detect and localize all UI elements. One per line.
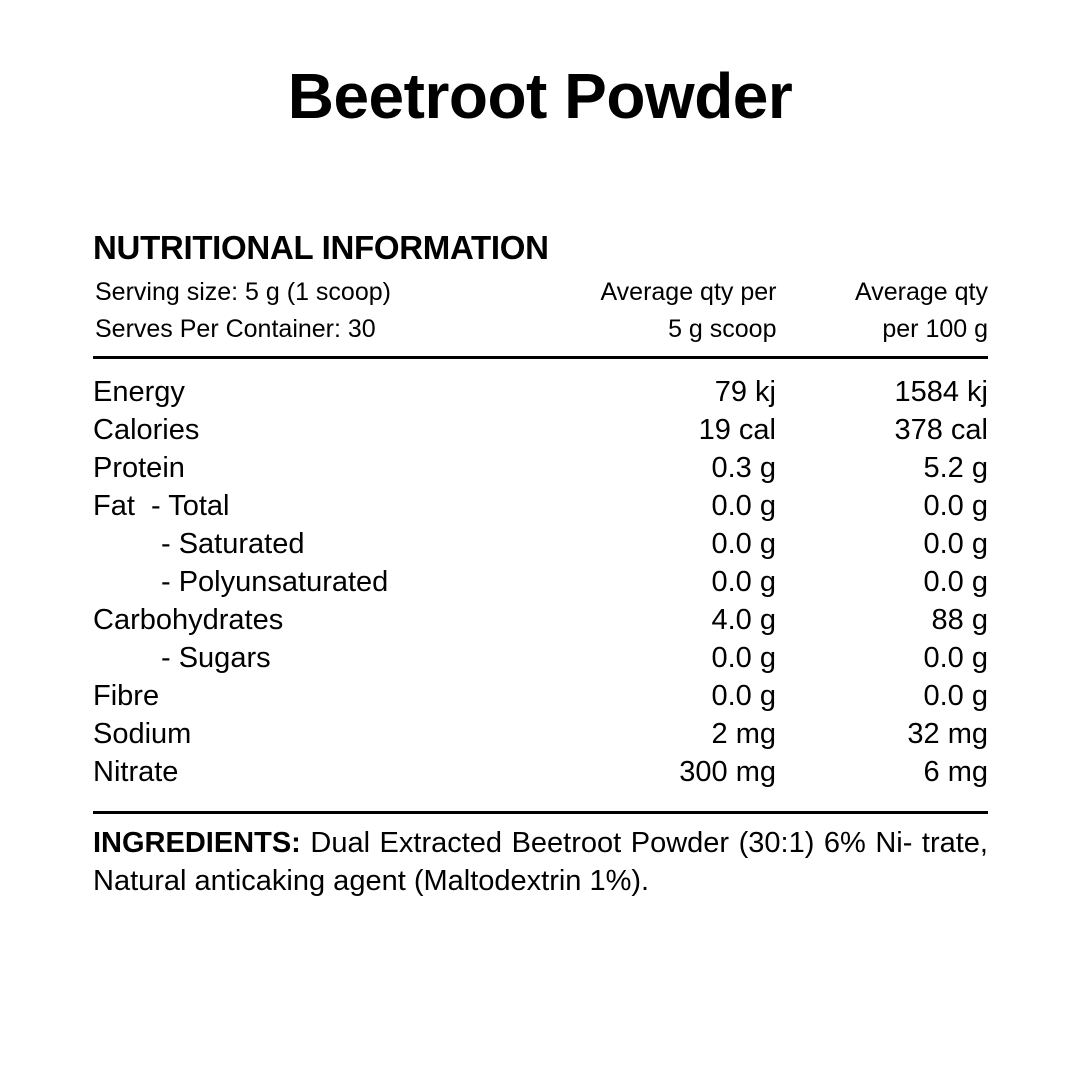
nutrient-table — [93, 373, 988, 791]
nutrient-name: Carbohydrates — [93, 604, 284, 636]
nutrient-name: Energy — [93, 376, 185, 408]
ingredients-text: Dual Extracted Beetroot Powder (30:1) 6% Ni- trate, Natural anticaking agent (Maltodextrin 1%). — [93, 827, 988, 897]
nutrient-name: - Polyunsaturated — [161, 566, 389, 598]
nutrient-name: Fat - Total — [93, 490, 230, 522]
ingredients-statement — [93, 824, 988, 900]
nutrient-name: Protein — [93, 452, 185, 484]
serves-per-container: Serves Per Container: 30 — [95, 315, 376, 343]
section-heading: NUTRITIONAL INFORMATION — [93, 229, 549, 266]
table-row — [93, 677, 988, 715]
table-row — [93, 563, 988, 601]
nutrient-per-100g: 5.2 g — [923, 452, 988, 484]
nutrient-per-100g: 88 g — [931, 604, 988, 636]
table-row — [93, 525, 988, 563]
column-header-per-100g-line2: per 100 g — [882, 315, 989, 343]
column-header-per-serving — [564, 274, 777, 348]
divider — [93, 811, 988, 814]
nutrient-per-100g: 32 mg — [907, 718, 988, 750]
nutrient-per-serving: 0.0 g — [711, 490, 776, 522]
nutrient-name: - Saturated — [161, 528, 305, 560]
nutrient-per-serving: 0.0 g — [711, 566, 776, 598]
nutrient-per-100g: 0.0 g — [923, 642, 988, 674]
nutrient-name: Fibre — [93, 680, 160, 712]
nutrient-per-serving: 19 cal — [698, 414, 776, 446]
table-row — [93, 639, 988, 677]
column-header-per-serving-line2: 5 g scoop — [668, 315, 777, 343]
nutrient-per-100g: 0.0 g — [923, 680, 988, 712]
column-header-per-serving-line1: Average qty per — [600, 278, 777, 306]
page-title: Beetroot Powder — [287, 60, 793, 132]
serving-info — [93, 274, 564, 348]
nutrient-per-100g: 6 mg — [923, 756, 988, 788]
nutrient-per-serving: 0.0 g — [711, 528, 776, 560]
nutrient-per-serving: 0.0 g — [711, 642, 776, 674]
nutrient-per-serving: 0.0 g — [711, 680, 776, 712]
nutrient-name: Calories — [93, 414, 200, 446]
column-header-per-100g — [776, 274, 988, 348]
column-header-per-100g-line1: Average qty — [855, 278, 989, 306]
nutrient-per-100g: 0.0 g — [923, 490, 988, 522]
table-row — [93, 601, 988, 639]
nutrient-per-serving: 79 kj — [714, 376, 776, 408]
nutrient-name: Sodium — [93, 718, 192, 750]
table-row — [93, 449, 988, 487]
nutrient-per-serving: 300 mg — [679, 756, 776, 788]
divider — [93, 356, 988, 359]
table-row — [93, 411, 988, 449]
nutrient-per-100g: 0.0 g — [923, 528, 988, 560]
nutrient-per-100g: 0.0 g — [923, 566, 988, 598]
nutrient-name: - Sugars — [161, 642, 271, 674]
table-header — [93, 274, 988, 348]
table-row — [93, 753, 988, 791]
nutrient-per-serving: 2 mg — [711, 718, 776, 750]
nutrient-name: Nitrate — [93, 756, 179, 788]
table-row — [93, 373, 988, 411]
nutrient-per-100g: 1584 kj — [894, 376, 988, 408]
nutrient-per-serving: 4.0 g — [711, 604, 776, 636]
table-row — [93, 487, 988, 525]
nutrient-per-serving: 0.3 g — [711, 452, 776, 484]
nutrient-per-100g: 378 cal — [894, 414, 988, 446]
nutrition-panel — [93, 228, 988, 900]
ingredients-label: INGREDIENTS: — [93, 827, 301, 859]
table-row — [93, 715, 988, 753]
serving-size: Serving size: 5 g (1 scoop) — [95, 278, 391, 306]
